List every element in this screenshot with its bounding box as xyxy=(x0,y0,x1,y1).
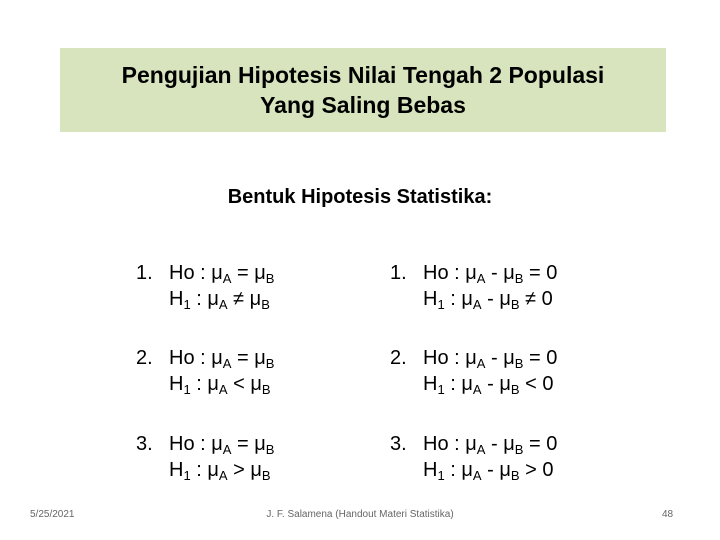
h0-statement: Ho : $\mu_A - \mu_B = 0$ xyxy=(423,347,558,371)
item-number: 3. xyxy=(136,433,153,455)
page-number: 48 xyxy=(662,509,674,520)
h1-statement: $H_1$ : $\mu_A \ne \mu_B$ xyxy=(169,288,270,312)
h0-statement: Ho : $\mu_A - \mu_B = 0$ xyxy=(423,262,558,286)
h0-statement: Ho : $\mu_A = \mu_B$ xyxy=(169,262,275,286)
h1-statement: $H_1$ : $\mu_A > \mu_B$ xyxy=(169,459,271,483)
item-number: 2. xyxy=(136,347,153,369)
h1-statement: $H_1$ : $\mu_A - \mu_B > 0$ xyxy=(423,459,554,483)
item-number: 1. xyxy=(390,262,407,284)
title-banner xyxy=(60,48,666,132)
h1-statement: $H_1$ : $\mu_A < \mu_B$ xyxy=(169,373,271,397)
section-subtitle: Bentuk Hipotesis Statistika: xyxy=(227,186,493,208)
h0-statement: Ho : $\mu_A = \mu_B$ xyxy=(169,347,275,371)
h0-statement: Ho : $\mu_A - \mu_B = 0$ xyxy=(423,433,558,457)
title-line-1: Pengujian Hipotesis Nilai Tengah 2 Populasi xyxy=(121,62,605,88)
h0-statement: Ho : $\mu_A = \mu_B$ xyxy=(169,433,275,457)
footer-date: 5/25/2021 xyxy=(30,509,75,520)
item-number: 2. xyxy=(390,347,407,369)
h1-statement: $H_1$ : $\mu_A - \mu_B \ne 0$ xyxy=(423,288,553,312)
item-number: 1. xyxy=(136,262,153,284)
title-line-2: Yang Saling Bebas xyxy=(260,92,466,118)
footer-source: J. F. Salamena (Handout Materi Statistika) xyxy=(266,509,454,520)
h1-statement: $H_1$ : $\mu_A - \mu_B < 0$ xyxy=(423,373,554,397)
item-number: 3. xyxy=(390,433,407,455)
